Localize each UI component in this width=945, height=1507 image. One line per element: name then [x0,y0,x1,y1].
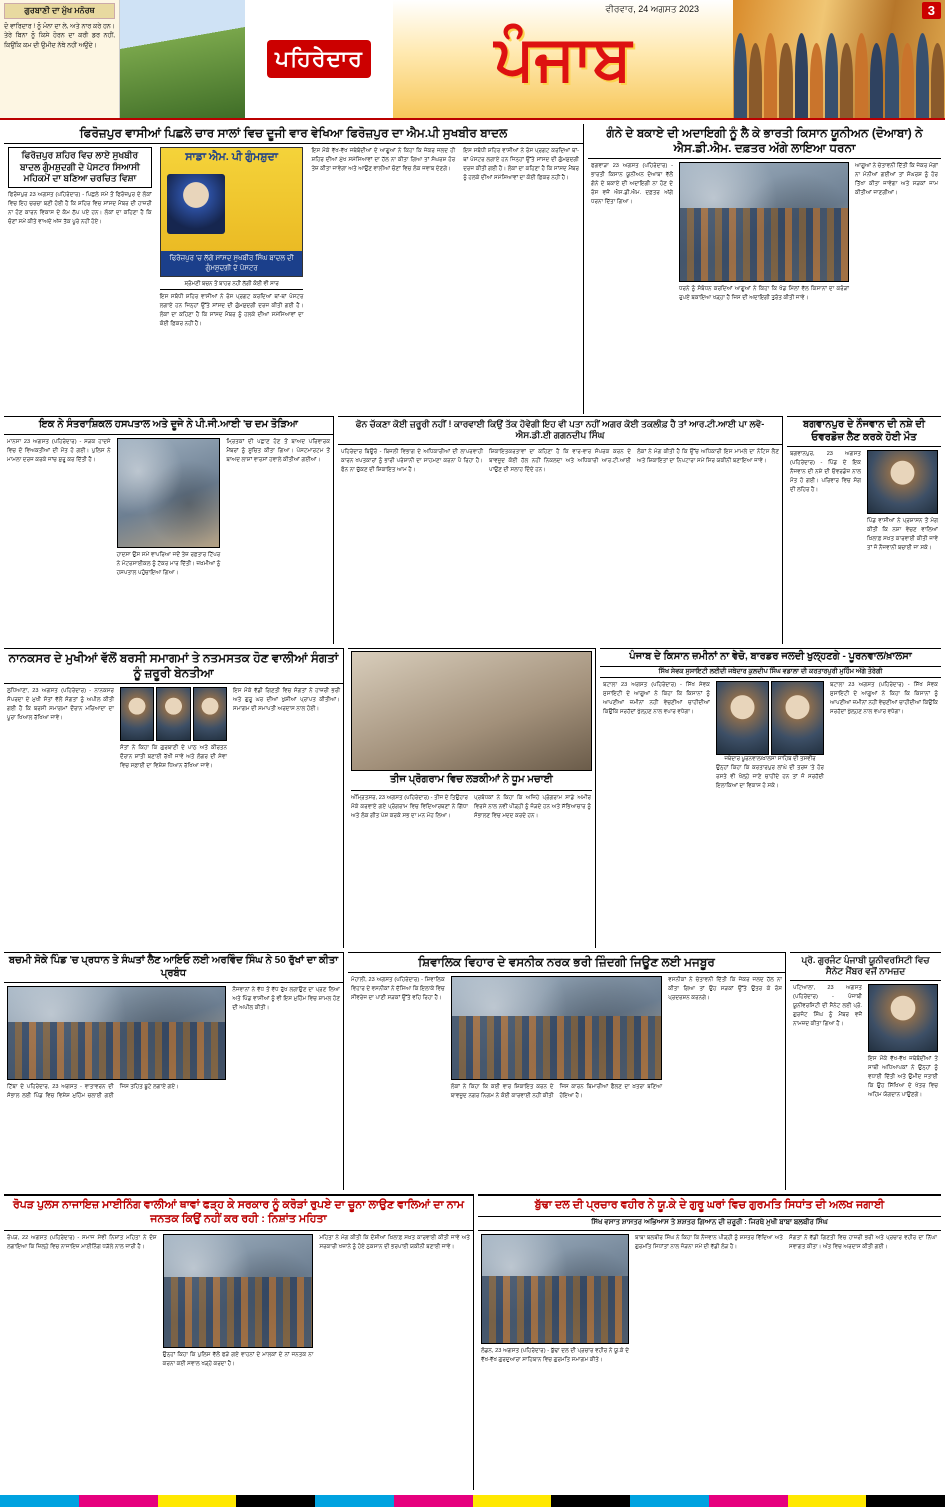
article-nankasar-col2: ਸੰਤਾਂ ਨੇ ਕਿਹਾ ਕਿ ਗੁਰਬਾਣੀ ਦੇ ਪਾਠ ਅਤੇ ਕੀਰਤਨ ਦੌਰਾਨ ਸ਼ਾਂਤੀ ਬਣਾਈ ਰੱਖੀ ਜਾਵੇ ਅਤੇ ਲੰਗਰ ਦੀ ਸੇਵਾ ਵਿਚ ਸਫ਼ਾਈ ਦਾ ਵਿਸ਼ੇਸ਼ ਧਿਆਨ ਰੱਖਿਆ ਜਾਵੇ। [120,745,227,770]
article-shivalik-col3: ਵਸਨੀਕਾਂ ਨੇ ਚੇਤਾਵਨੀ ਦਿੱਤੀ ਕਿ ਜੇਕਰ ਜਲਦ ਹੱਲ ਨਾ ਕੀਤਾ ਗਿਆ ਤਾਂ ਉਹ ਸੜਕਾਂ ਉੱਤੇ ਉਤਰ ਕੇ ਰੋਸ ਪ੍ਰਦਰਸ਼ਨ ਕਰਨਗੇ। [668,977,783,1002]
article-budha-dal-photo [481,1234,629,1344]
masthead-logo [245,0,393,118]
masthead-photo-right [733,0,945,118]
article-budha-dal-col1: ਲੰਡਨ, 23 ਅਗਸਤ (ਪਹਿਰੇਦਾਰ) - ਬੁੱਢਾ ਦਲ ਦੀ ਪ੍ਰਚਾਰ ਵਹੀਰ ਨੇ ਯੂ.ਕੇ ਦੇ ਵੱਖ-ਵੱਖ ਗੁਰਦੁਆਰਾ ਸਾਹਿਬਾਨ ਵਿਚ ਗੁਰਮਤਿ ਸਮਾਗਮ ਕੀਤੇ। [481,1347,629,1363]
article-kisan-zameen-col3: ਬਟਾਲਾ 23 ਅਗਸਤ (ਪਹਿਰੇਦਾਰ) - ਸਿੱਖ ਸੇਵਕ ਸੁਸਾਇਟੀ ਦੇ ਆਗੂਆਂ ਨੇ ਕਿਹਾ ਕਿ ਕਿਸਾਨਾਂ ਨੂੰ ਆਪਣੀਆਂ ਜ਼ਮੀਨਾਂ ਨਹੀਂ ਵੇਚਣੀਆਂ ਚਾਹੀਦੀਆਂ ਕਿਉਂਕਿ ਸਰਹੱਦਾਂ ਖੁੱਲ੍ਹਣ ਨਾਲ ਵਪਾਰ ਵਧੇਗਾ। [830,681,938,715]
article-budha-dal-col2: ਬਾਬਾ ਬਲਬੀਰ ਸਿੰਘ ਨੇ ਕਿਹਾ ਕਿ ਨੌਜਵਾਨ ਪੀੜ੍ਹੀ ਨੂੰ ਸ਼ਸਤਰ ਵਿੱਦਿਆ ਅਤੇ ਗੁਰਮਤਿ ਸਿਧਾਂਤਾਂ ਨਾਲ ਜੋੜਨਾ ਸਮੇਂ ਦੀ ਵੱਡੀ ਲੋੜ ਹੈ। [635,1234,783,1250]
article-firozpur [4,124,584,414]
article-kisan-zameen-portrait-2 [771,681,824,755]
article-kisan-union-headline: ਗੰਨੇ ਦੇ ਬਕਾਏ ਦੀ ਅਦਾਇਗੀ ਨੂੰ ਲੈ ਕੇ ਭਾਰਤੀ ਕਿਸਾਨ ਯੂਨੀਅਨ (ਦੋਆਬਾ) ਨੇ ਐਸ.ਡੀ.ਐਮ. ਦਫ਼ਤਰ ਅੱਗੇ ਲਾਇਆ ਧਰਨਾ [588,124,941,159]
article-bhagwanpur-photo [867,450,938,514]
article-teej-col2: ਪ੍ਰਬੰਧਕਾਂ ਨੇ ਕਿਹਾ ਕਿ ਅਜਿਹੇ ਪ੍ਰੋਗਰਾਮ ਸਾਡੇ ਅਮੀਰ ਵਿਰਸੇ ਨਾਲ ਨਵੀਂ ਪੀੜ੍ਹੀ ਨੂੰ ਜੋੜਦੇ ਹਨ ਅਤੇ ਸੱਭਿਆਚਾਰ ਨੂੰ ਸੰਭਾਲਣ ਵਿਚ ਮਦਦ ਕਰਦੇ ਹਨ। [474,794,591,819]
article-bhagwanpur [787,416,941,644]
article-mining-col3: ਮਹਿਤਾ ਨੇ ਮੰਗ ਕੀਤੀ ਕਿ ਦੋਸ਼ੀਆਂ ਖ਼ਿਲਾਫ਼ ਸਖ਼ਤ ਕਾਰਵਾਈ ਕੀਤੀ ਜਾਵੇ ਅਤੇ ਸਰਕਾਰੀ ਖਜ਼ਾਨੇ ਨੂੰ ਹੋਏ ਨੁਕਸਾਨ ਦੀ ਭਰਪਾਈ ਯਕੀਨੀ ਬਣਾਈ ਜਾਵੇ। [319,1234,471,1250]
article-teej-headline: ਤੀਜ ਪ੍ਰੋਗਰਾਮ ਵਿਚ ਲੜਕੀਆਂ ਨੇ ਧੂਮ ਮਚਾਈ [351,771,592,791]
article-firozpur-subhead: ਫਿਰੋਜ਼ਪੁਰ ਸ਼ਹਿਰ ਵਿਚ ਲਾਏ ਸੁਖਬੀਰ ਬਾਦਲ ਗੁੰਮਸ਼ੁਦਗੀ ਦੇ ਪੋਸਟਰ ਸਿਆਸੀ ਮਹਿਕਮੇਂ ਦਾ ਬਣਿਆ ਚਰਚਿਤ ਵਿਸ਼ਾ [8,147,152,188]
article-hospital [4,416,334,644]
article-nankasar-portrait-1 [120,687,154,741]
article-kisan-zameen-headline: ਪੰਜਾਬ ਦੇ ਕਿਸਾਨ ਜ਼ਮੀਨਾਂ ਨਾ ਵੇਚੋ, ਬਾਰਡਰ ਜਲਦੀ ਖੁਲ੍ਹਣਗੇ - ਪੂਰਨਵਾਲ/ਖ਼ਾਲਸਾ [629,651,912,662]
article-kisan-union [588,124,941,414]
article-ghazni-col1: ਟਿੱਬਾ ਦੇ ਪਹਿਰੇਦਾਰ, 23 ਅਗਸਤ - ਵਾਤਾਵਰਨ ਦੀ ਸੰਭਾਲ ਲਈ ਪਿੰਡ ਵਿਚ ਵਿਸ਼ੇਸ਼ ਮੁਹਿੰਮ ਚਲਾਈ ਗਈ ਜਿਸ ਤਹਿਤ ਬੂਟੇ ਲਗਾਏ ਗਏ। [7,1084,179,1100]
article-firozpur-caption: ਸ਼੍ਰੋਮਣੀ ਬਚਨ ਤੋਂ ਬਾਹਰ ਨਹੀਂ ਲੱਗੀ ਕੋਈ ਵੀ ਸਾਰ [160,280,304,290]
article-firozpur-col3: ਇਸ ਮੌਕੇ ਵੱਖ-ਵੱਖ ਜਥੇਬੰਦੀਆਂ ਦੇ ਆਗੂਆਂ ਨੇ ਕਿਹਾ ਕਿ ਜੇਕਰ ਜਲਦ ਹੀ ਸ਼ਹਿਰ ਦੀਆਂ ਮੁੱਖ ਸਮੱਸਿਆਵਾਂ ਦਾ ਹੱਲ ਨਾ ਕੀਤਾ ਗਿਆ ਤਾਂ ਸੰਘਰਸ਼ ਹੋਰ ਤੇਜ਼ ਕੀਤਾ ਜਾਵੇਗਾ ਅਤੇ ਆਉਣ ਵਾਲੀਆਂ ਚੋਣਾਂ ਵਿਚ ਲੋਕ ਜਵਾਬ ਦੇਣਗੇ। [311,148,456,173]
article-mining-headline: ਰੋਪੜ ਪੁਲਸ ਨਾਜਾਇਜ਼ ਮਾਈਨਿੰਗ ਵਾਲੀਆਂ ਥਾਵਾਂ ਫੜ੍ਹ ਕੇ ਸਰਕਾਰ ਨੂੰ ਕਰੋੜਾਂ ਰੁਪਏ ਦਾ ਚੂਨਾ ਲਾਉਣ ਵਾਲਿਆਂ ਦਾ ਨਾਮ ਜਨਤਕ ਕਿਉਂ ਨਹੀਂ ਕਰ ਰਹੀ : ਨਿਸ਼ਾਂਤ ਮਹਿਤਾ [4,1196,473,1231]
masthead [0,0,945,120]
masthead-editorial-box [0,0,120,118]
article-shivalik [348,952,786,1190]
page-title: ਪੰਜਾਬ [494,24,632,93]
masthead-title-area [393,0,733,118]
article-teej [348,648,596,948]
article-nankasar-portrait-2 [156,687,190,741]
article-ghazni-photo [7,986,226,1080]
page-number: 3 [922,2,941,19]
article-hospital-col1: ਮਾਨਸਾ 23 ਅਗਸਤ (ਪਹਿਰੇਦਾਰ) - ਸੜਕ ਹਾਦਸੇ ਵਿਚ ਦੋ ਵਿਅਕਤੀਆਂ ਦੀ ਮੌਤ ਹੋ ਗਈ। ਪੁਲਿਸ ਨੇ ਮਾਮਲਾ ਦਰਜ ਕਰਕੇ ਜਾਂਚ ਸ਼ੁਰੂ ਕਰ ਦਿੱਤੀ ਹੈ। [7,438,111,463]
article-shivalik-headline: ਸ਼ਿਵਾਲਿਕ ਵਿਹਾਰ ਦੇ ਵਸਨੀਕ ਨਰਕ ਭਰੀ ਜ਼ਿੰਦਗੀ ਜਿਊਣ ਲਈ ਮਜਬੂਰ [348,953,785,973]
print-color-bar [0,1495,945,1507]
article-budha-dal-headline: ਬੁੱਢਾ ਦਲ ਦੀ ਪ੍ਰਚਾਰ ਵਹੀਰ ਨੇ ਯੂ.ਕੇ ਦੇ ਗੁਰੂ ਘਰਾਂ ਵਿਚ ਗੁਰਮਤਿ ਸਿਧਾਂਤ ਦੀ ਅਲਖ ਜਗਾਈ [534,1199,885,1211]
article-phone-col2: ਸ਼ਿਕਾਇਤਕਰਤਾਵਾਂ ਦਾ ਕਹਿਣਾ ਹੈ ਕਿ ਵਾਰ-ਵਾਰ ਸੰਪਰਕ ਕਰਨ ਦੇ ਬਾਵਜੂਦ ਕੋਈ ਹੱਲ ਨਹੀਂ ਨਿਕਲਦਾ ਅਤੇ ਅਧਿਕਾਰੀ ਆਰ.ਟੀ.ਆਈ ਪਾਉਣ ਦੀ ਸਲਾਹ ਦਿੰਦੇ ਹਨ। [489,448,631,473]
masthead-photo-left [120,0,245,118]
article-ghazni-headline: ਬਚਮੀ ਸੋਕੇ ਪਿੰਡ 'ਚ ਪ੍ਰਧਾਨ ਤੇ ਸੰਘਤਾਂ ਲੈਣ ਆਇਓ ਲਈ ਅਰਵਿੰਦ ਸਿੰਘ ਨੇ 50 ਰੁੱਖਾਂ ਦਾ ਕੀਤਾ ਪ੍ਰਬੰਧ [4,953,343,983]
article-phone-col3: ਲੋਕਾਂ ਨੇ ਮੰਗ ਕੀਤੀ ਹੈ ਕਿ ਉੱਚ ਅਧਿਕਾਰੀ ਇਸ ਮਾਮਲੇ ਦਾ ਨੋਟਿਸ ਲੈਣ ਅਤੇ ਸ਼ਿਕਾਇਤਾਂ ਦਾ ਨਿਪਟਾਰਾ ਸਮੇਂ ਸਿਰ ਯਕੀਨੀ ਬਣਾਇਆ ਜਾਵੇ। [637,448,779,464]
article-kisan-zameen-portrait-1 [716,681,769,755]
article-professor-photo [868,984,938,1052]
article-kisan-union-col2: ਧਰਨੇ ਨੂੰ ਸੰਬੋਧਨ ਕਰਦਿਆਂ ਆਗੂਆਂ ਨੇ ਕਿਹਾ ਕਿ ਖੰਡ ਮਿੱਲਾਂ ਵੱਲ ਕਿਸਾਨਾਂ ਦਾ ਕਰੋੜਾਂ ਰੁਪਏ ਬਕਾਇਆ ਖੜ੍ਹਾ ਹੈ ਜਿਸ ਦੀ ਅਦਾਇਗੀ ਤੁਰੰਤ ਕੀਤੀ ਜਾਵੇ। [679,286,849,302]
article-nankasar-col3: ਇਸ ਮੌਕੇ ਵੱਡੀ ਗਿਣਤੀ ਵਿਚ ਸੰਗਤਾਂ ਨੇ ਹਾਜ਼ਰੀ ਭਰੀ ਅਤੇ ਗੁਰੂ ਘਰ ਦੀਆਂ ਖੁਸ਼ੀਆਂ ਪ੍ਰਾਪਤ ਕੀਤੀਆਂ। ਸਮਾਗਮ ਦੀ ਸਮਾਪਤੀ ਅਰਦਾਸ ਨਾਲ ਹੋਈ। [233,688,340,713]
article-firozpur-headline: ਫਿਰੋਜ਼ਪੁਰ ਵਾਸੀਆਂ ਪਿਛਲੇ ਚਾਰ ਸਾਲਾਂ ਵਿਚ ਦੂਜੀ ਵਾਰ ਵੇਖਿਆ ਫਿਰੋਜ਼ਪੁਰ ਦਾ ਐਮ.ਪੀ ਸੁਖਬੀਰ ਬਾਦਲ [4,124,583,144]
article-mining-col1: ਰੋਪੜ, 22 ਅਗਸਤ (ਪਹਿਰੇਦਾਰ) - ਸਮਾਜ ਸੇਵੀ ਨਿਸ਼ਾਂਤ ਮਹਿਤਾ ਨੇ ਦੋਸ਼ ਲਗਾਇਆ ਕਿ ਜ਼ਿਲ੍ਹੇ ਵਿਚ ਨਾਜਾਇਜ਼ ਮਾਈਨਿੰਗ ਧੜੱਲੇ ਨਾਲ ਜਾਰੀ ਹੈ। [7,1234,157,1250]
article-shivalik-col1: ਮੋਹਾਲੀ, 23 ਅਗਸਤ (ਪਹਿਰੇਦਾਰ) - ਸ਼ਿਵਾਲਿਕ ਵਿਹਾਰ ਦੇ ਵਸਨੀਕਾਂ ਨੇ ਦੱਸਿਆ ਕਿ ਇਲਾਕੇ ਵਿਚ ਸੀਵਰੇਜ ਦਾ ਪਾਣੀ ਸੜਕਾਂ ਉੱਤੇ ਵਹਿ ਰਿਹਾ ਹੈ। [351,977,445,1002]
article-kisan-zameen [600,648,941,948]
article-firozpur-col1: ਫਿਰੋਜ਼ਪੁਰ 23 ਅਗਸਤ (ਪਹਿਰੇਦਾਰ) - ਪਿਛਲੇ ਸਮੇਂ ਤੋਂ ਫਿਰੋਜ਼ਪੁਰ ਦੇ ਲੋਕਾਂ ਵਿਚ ਇਹ ਚਰਚਾ ਬਣੀ ਹੋਈ ਹੈ ਕਿ ਸ਼ਹਿਰ ਵਿਚ ਸਾਂਸਦ ਮੈਂਬਰ ਦੀ ਹਾਜ਼ਰੀ ਨਾ ਹੋਣ ਕਾਰਨ ਵਿਕਾਸ ਦੇ ਕੰਮ ਠੱਪ ਪਏ ਹਨ। ਲੋਕਾਂ ਦਾ ਕਹਿਣਾ ਹੈ ਕਿ ਚੋਣਾਂ ਸਮੇਂ ਕੀਤੇ ਵਾਅਦੇ ਅੱਜ ਤੱਕ ਪੂਰੇ ਨਹੀਂ ਹੋਏ। [8,192,152,226]
article-bhagwanpur-col2: ਪਿੰਡ ਵਾਸੀਆਂ ਨੇ ਪ੍ਰਸ਼ਾਸਨ ਤੋਂ ਮੰਗ ਕੀਤੀ ਕਿ ਨਸ਼ਾ ਵੇਚਣ ਵਾਲਿਆਂ ਖ਼ਿਲਾਫ਼ ਸਖ਼ਤ ਕਾਰਵਾਈ ਕੀਤੀ ਜਾਵੇ ਤਾਂ ਜੋ ਨੌਜਵਾਨੀ ਬਚਾਈ ਜਾ ਸਕੇ। [867,518,938,552]
article-ghazni-col2: ਨੌਜਵਾਨਾਂ ਨੇ ਵੱਧ ਤੋਂ ਵੱਧ ਰੁੱਖ ਲਗਾਉਣ ਦਾ ਪ੍ਰਣ ਲਿਆ ਅਤੇ ਪਿੰਡ ਵਾਸੀਆਂ ਨੂੰ ਵੀ ਇਸ ਮੁਹਿੰਮ ਵਿਚ ਸ਼ਾਮਲ ਹੋਣ ਦੀ ਅਪੀਲ ਕੀਤੀ। [232,987,340,1012]
article-bhagwanpur-headline: ਬਗਵਾਨਪੁਰ ਦੇ ਨੌਜਵਾਨ ਦੀ ਨਸ਼ੇ ਦੀ ਓਵਰਡੋਜ਼ ਲੈਣ ਕਰਕੇ ਹੋਈ ਮੌਤ [787,417,941,447]
article-mining-photo [163,1234,314,1348]
poster-title: ਸਾਡਾ ਐਮ. ਪੀ ਗੁੰਮਸ਼ੁਦਾ [185,151,278,163]
article-budha-dal-subhead: ਸਿੱਖ ਵਸਾਤ ਸ਼ਾਸਤਰ ਅਭਿਆਸ ਤੇ ਸ਼ਸ਼ਤਰ ਗਿਆਨ ਦੀ ਜ਼ਰੂਰੀ : ਜਿਰਥੇ ਮੁਖੀ ਬਾਬਾ ਬਲਬੀਰ ਸਿੰਘ [478,1216,941,1231]
editorial-title: ਗੁਰਬਾਣੀ ਦਾ ਮੁੱਖ ਮਨੋਰਥ [4,3,115,19]
article-professor-col1: ਪਟਿਆਲਾ, 23 ਅਗਸਤ (ਪਹਿਰੇਦਾਰ) - ਪੰਜਾਬੀ ਯੂਨੀਵਰਸਿਟੀ ਦੀ ਸੈਨੇਟ ਲਈ ਪ੍ਰੋ. ਗੁਰਜੰਟ ਸਿੰਘ ਨੂੰ ਮੈਂਬਰ ਵਜੋਂ ਨਾਮਜ਼ਦ ਕੀਤਾ ਗਿਆ ਹੈ। [793,984,862,1027]
article-teej-photo [351,651,592,771]
article-phone-headline: ਫੋਨ ਚੱਕਣਾ ਕੋਈ ਜ਼ਰੂਰੀ ਨਹੀਂ ! ਕਾਰਵਾਈ ਕਿਉਂ ਤੱਕ ਹੋਵੇਗੀ ਇਹ ਵੀ ਪਤਾ ਨਹੀਂ ਅਗਰ ਕੋਈ ਤਕਲੀਫ਼ ਹੈ ਤਾਂ ਆਰ.ਟੀ.ਆਈ ਪਾ ਲਵੋ-ਐਸ.ਡੀ.ਈ ਗਗਨਦੀਪ ਸਿੰਘ [338,417,782,445]
article-nankasar-col1: ਲੁਧਿਆਣਾ, 23 ਅਗਸਤ (ਪਹਿਰੇਦਾਰ) - ਨਾਨਕਸਰ ਸੰਪਰਦਾ ਦੇ ਮੁਖੀ ਸੰਤਾਂ ਵੱਲੋਂ ਸੰਗਤਾਂ ਨੂੰ ਅਪੀਲ ਕੀਤੀ ਗਈ ਹੈ ਕਿ ਬਰਸੀ ਸਮਾਗਮਾਂ ਦੌਰਾਨ ਮਰਿਆਦਾ ਦਾ ਪੂਰਾ ਖਿਆਲ ਰੱਖਿਆ ਜਾਵੇ। [7,688,114,722]
article-budha-dal-col3: ਸੰਗਤਾਂ ਨੇ ਵੱਡੀ ਗਿਣਤੀ ਵਿਚ ਹਾਜ਼ਰੀ ਭਰੀ ਅਤੇ ਪ੍ਰਚਾਰ ਵਹੀਰ ਦਾ ਨਿੱਘਾ ਸਵਾਗਤ ਕੀਤਾ। ਅੰਤ ਵਿਚ ਅਰਦਾਸ ਕੀਤੀ ਗਈ। [789,1234,937,1250]
article-kisan-union-photo [679,162,849,282]
article-mining [4,1194,474,1490]
article-professor-headline: ਪ੍ਰੋ. ਗੁਰਜੰਟ ਪੰਜਾਬੀ ਯੂਨੀਵਰਸਿਟੀ ਵਿਚ ਸੈਨੇਟ ਮੈਂਬਰ ਵਜੋਂ ਨਾਮਜ਼ਦ [790,953,941,981]
article-hospital-col3: ਮ੍ਰਿਤਕਾਂ ਦੀ ਪਛਾਣ ਹੋਣ ਤੋਂ ਬਾਅਦ ਪਰਿਵਾਰਕ ਮੈਂਬਰਾਂ ਨੂੰ ਸੂਚਿਤ ਕੀਤਾ ਗਿਆ। ਪੋਸਟਮਾਰਟਮ ਤੋਂ ਬਾਅਦ ਲਾਸ਼ਾਂ ਵਾਰਸਾਂ ਹਵਾਲੇ ਕੀਤੀਆਂ ਗਈਆਂ। [226,438,331,463]
article-kisan-zameen-col1: ਬਟਾਲਾ 23 ਅਗਸਤ (ਪਹਿਰੇਦਾਰ) - ਸਿੱਖ ਸੇਵਕ ਸੁਸਾਇਟੀ ਦੇ ਆਗੂਆਂ ਨੇ ਕਿਹਾ ਕਿ ਕਿਸਾਨਾਂ ਨੂੰ ਆਪਣੀਆਂ ਜ਼ਮੀਨਾਂ ਨਹੀਂ ਵੇਚਣੀਆਂ ਚਾਹੀਦੀਆਂ ਕਿਉਂਕਿ ਸਰਹੱਦਾਂ ਖੁੱਲ੍ਹਣ ਨਾਲ ਵਪਾਰ ਵਧੇਗਾ। [603,681,710,715]
article-hospital-photo [117,438,221,548]
article-nankasar [4,648,344,948]
article-kisan-zameen-caption: ਜਥੇਦਾਰ ਪੂਰਨਵਾਲ/ਖ਼ਾਲਸਾ ਸਾਹਿਬ ਦੀ ਤਸਵੀਰ [724,755,816,762]
poster-portrait [167,174,225,234]
article-hospital-headline: ਇਕ ਨੇ ਸੰਤਰਾਸ਼ਿਕਲ ਹਸਪਤਾਲ ਅਤੇ ਦੂਜੇ ਨੇ ਪੀ.ਜੀ.ਆਈ 'ਚ ਦਮ ਤੋੜਿਆ [4,417,333,435]
article-teej-col1: ਅੰਮ੍ਰਿਤਸਰ, 23 ਅਗਸਤ (ਪਹਿਰੇਦਾਰ) - ਤੀਜ ਦੇ ਤਿਉਹਾਰ ਮੌਕੇ ਕਰਵਾਏ ਗਏ ਪ੍ਰੋਗਰਾਮ ਵਿਚ ਵਿਦਿਆਰਥਣਾਂ ਨੇ ਗਿੱਧਾ ਅਤੇ ਲੋਕ ਗੀਤ ਪੇਸ਼ ਕਰਕੇ ਸਭ ਦਾ ਮਨ ਮੋਹ ਲਿਆ। [351,794,468,819]
article-nankasar-headline: ਨਾਨਕਸਰ ਦੇ ਮੁਖੀਆਂ ਵੱਲੋਂ ਬਰਸੀ ਸਮਾਗਮਾਂ ਤੇ ਨਤਮਸਤਕ ਹੋਣ ਵਾਲੀਆਂ ਸੰਗਤਾਂ ਨੂੰ ਜ਼ਰੂਰੀ ਬੇਨਤੀਆ [4,649,343,684]
article-firozpur-col4: ਇਸ ਸਬੰਧੀ ਸ਼ਹਿਰ ਵਾਸੀਆਂ ਨੇ ਰੋਸ ਪ੍ਰਗਟ ਕਰਦਿਆਂ ਥਾਂ-ਥਾਂ ਪੋਸਟਰ ਲਗਾਏ ਹਨ ਜਿਨ੍ਹਾਂ ਉੱਤੇ ਸਾਂਸਦ ਦੀ ਗੁੰਮਸ਼ੁਦਗੀ ਦਰਜ ਕੀਤੀ ਗਈ ਹੈ। ਲੋਕਾਂ ਦਾ ਕਹਿਣਾ ਹੈ ਕਿ ਸਾਂਸਦ ਮੈਂਬਰ ਨੂੰ ਹਲਕੇ ਦੀਆਂ ਸਮੱਸਿਆਵਾਂ ਦਾ ਕੋਈ ਫ਼ਿਕਰ ਨਹੀਂ ਹੈ। [463,148,579,182]
article-nankasar-portrait-3 [193,687,227,741]
article-kisan-union-col3: ਆਗੂਆਂ ਨੇ ਚੇਤਾਵਨੀ ਦਿੱਤੀ ਕਿ ਜੇਕਰ ਮੰਗਾਂ ਨਾ ਮੰਨੀਆਂ ਗਈਆਂ ਤਾਂ ਸੰਘਰਸ਼ ਨੂੰ ਹੋਰ ਤਿੱਖਾ ਕੀਤਾ ਜਾਵੇਗਾ ਅਤੇ ਸੜਕਾਂ ਜਾਮ ਕੀਤੀਆਂ ਜਾਣਗੀਆਂ। [855,163,939,197]
poster-caption: ਫਿਰੋਜ਼ਪੁਰ 'ਚ ਲੱਗੇ ਸਾਂਸਦ ਸੁਖਬੀਰ ਸਿੰਘ ਬਾਦਲ ਦੀ ਗੁੰਮਸ਼ੁਦਗੀ ਦੇ ਪੋਸਟਰ [161,251,303,276]
article-professor-col2: ਇਸ ਮੌਕੇ ਵੱਖ-ਵੱਖ ਜਥੇਬੰਦੀਆਂ ਤੇ ਸਾਥੀ ਅਧਿਆਪਕਾਂ ਨੇ ਉਨ੍ਹਾਂ ਨੂੰ ਵਧਾਈ ਦਿੱਤੀ ਅਤੇ ਉਮੀਦ ਜਤਾਈ ਕਿ ਉਹ ਸਿੱਖਿਆ ਦੇ ਖੇਤਰ ਵਿਚ ਅਹਿਮ ਯੋਗਦਾਨ ਪਾਉਣਗੇ। [868,1055,938,1098]
logo-text: ਪਹਿਰੇਦਾਰ [267,40,371,78]
article-firozpur-col2: ਇਸ ਸਬੰਧੀ ਸ਼ਹਿਰ ਵਾਸੀਆਂ ਨੇ ਰੋਸ ਪ੍ਰਗਟ ਕਰਦਿਆਂ ਥਾਂ-ਥਾਂ ਪੋਸਟਰ ਲਗਾਏ ਹਨ ਜਿਨ੍ਹਾਂ ਉੱਤੇ ਸਾਂਸਦ ਦੀ ਗੁੰਮਸ਼ੁਦਗੀ ਦਰਜ ਕੀਤੀ ਗਈ ਹੈ। ਲੋਕਾਂ ਦਾ ਕਹਿਣਾ ਹੈ ਕਿ ਸਾਂਸਦ ਮੈਂਬਰ ਨੂੰ ਹਲਕੇ ਦੀਆਂ ਸਮੱਸਿਆਵਾਂ ਦਾ ਕੋਈ ਫ਼ਿਕਰ ਨਹੀਂ ਹੈ। [159,294,304,328]
article-ghazni [4,952,344,1190]
article-bhagwanpur-col1: ਬਗਵਾਨਪੁਰ, 23 ਅਗਸਤ (ਪਹਿਰੇਦਾਰ) - ਪਿੰਡ ਦੇ ਇਕ ਨੌਜਵਾਨ ਦੀ ਨਸ਼ੇ ਦੀ ਓਵਰਡੋਜ਼ ਨਾਲ ਮੌਤ ਹੋ ਗਈ। ਪਰਿਵਾਰ ਵਿਚ ਸੋਗ ਦੀ ਲਹਿਰ ਹੈ। [790,451,861,494]
article-mining-col2: ਉਨ੍ਹਾਂ ਕਿਹਾ ਕਿ ਪੁਲਿਸ ਵੱਲੋਂ ਫੜੇ ਗਏ ਵਾਹਨਾਂ ਦੇ ਮਾਲਕਾਂ ਦੇ ਨਾਂ ਜਨਤਕ ਨਾ ਕਰਨਾ ਕਈ ਸਵਾਲ ਖੜ੍ਹੇ ਕਰਦਾ ਹੈ। [162,1351,314,1367]
article-professor [790,952,941,1190]
article-hospital-col2: ਹਾਦਸਾ ਉਸ ਸਮੇਂ ਵਾਪਰਿਆ ਜਦੋਂ ਤੇਜ਼ ਰਫ਼ਤਾਰ ਟਿੱਪਰ ਨੇ ਮੋਟਰਸਾਈਕਲ ਨੂੰ ਟੱਕਰ ਮਾਰ ਦਿੱਤੀ। ਜ਼ਖ਼ਮੀਆਂ ਨੂੰ ਹਸਪਤਾਲ ਪਹੁੰਚਾਇਆ ਗਿਆ। [116,551,221,576]
article-kisan-zameen-subhead: ਸਿੱਖ ਸੇਵਕ ਸੁਸਾਇਟੀ ਲਈਦੀ ਜਥੇਦਾਰ ਕੁਲਦੀਪ ਸਿੰਘ ਵਡਾਲਾ ਦੀ ਕਰਤਾਰਪੁਰੀ ਮੁਹਿੰਮ ਅੱਗੇ ਤੋਰੇਗੀ [600,666,941,678]
article-kisan-union-col1: ਫਗਵਾੜਾ 23 ਅਗਸਤ (ਪਹਿਰੇਦਾਰ) - ਭਾਰਤੀ ਕਿਸਾਨ ਯੂਨੀਅਨ ਦੋਆਬਾ ਵੱਲੋਂ ਗੰਨੇ ਦੇ ਬਕਾਏ ਦੀ ਅਦਾਇਗੀ ਨਾ ਹੋਣ ਦੇ ਰੋਸ ਵਜੋਂ ਐਸ.ਡੀ.ਐਮ. ਦਫ਼ਤਰ ਅੱਗੇ ਧਰਨਾ ਦਿੱਤਾ ਗਿਆ। [591,163,673,206]
article-shivalik-photo [451,976,663,1080]
article-phone-col1: ਪਹਿਰੇਦਾਰ ਬਿਊਰੋ - ਬਿਜਲੀ ਵਿਭਾਗ ਦੇ ਅਧਿਕਾਰੀਆਂ ਦੀ ਲਾਪਰਵਾਹੀ ਕਾਰਨ ਖਪਤਕਾਰਾਂ ਨੂੰ ਭਾਰੀ ਪਰੇਸ਼ਾਨੀ ਦਾ ਸਾਹਮਣਾ ਕਰਨਾ ਪੈ ਰਿਹਾ ਹੈ। ਫੋਨ ਨਾ ਚੁੱਕਣ ਦੀ ਸ਼ਿਕਾਇਤ ਆਮ ਹੈ। [341,448,483,473]
article-shivalik-col2: ਲੋਕਾਂ ਨੇ ਕਿਹਾ ਕਿ ਕਈ ਵਾਰ ਸ਼ਿਕਾਇਤ ਕਰਨ ਦੇ ਬਾਵਜੂਦ ਨਗਰ ਨਿਗਮ ਨੇ ਕੋਈ ਕਾਰਵਾਈ ਨਹੀਂ ਕੀਤੀ ਜਿਸ ਕਾਰਨ ਬਿਮਾਰੀਆਂ ਫੈਲਣ ਦਾ ਖ਼ਤਰਾ ਬਣਿਆ ਹੋਇਆ ਹੈ। [450,1084,663,1100]
publication-date: ਵੀਰਵਾਰ, 24 ਅਗਸਤ 2023 [605,4,699,14]
article-budha-dal [478,1194,941,1490]
editorial-text: ਦੋ ਵਾਰਿਦਾਰ ! ਨੂੰ ਮੰਨਾ ਦਾ ਲੇ, ਅਤੇ ਨਾਰ ਕਰੇ ਹਨ। ਤੇਰੇ ਬਿਨਾ ਨੂੰ ਕਿਸੇ ਹੋਰਨ ਦਾ ਕਰੀ ਡਰ ਨਹੀਂ, ਕਿਉਂਕਿ ਕਮ ਦੀ ਉਮੀਦ ਨੱਥੇ ਨਹੀਂ ਅਉਂਦੇ। [4,23,115,49]
article-firozpur-poster [160,147,304,277]
article-kisan-zameen-col2: ਉਨ੍ਹਾਂ ਕਿਹਾ ਕਿ ਕਰਤਾਰਪੁਰ ਲਾਂਘੇ ਦੀ ਤਰਜ਼ 'ਤੇ ਹੋਰ ਰਸਤੇ ਵੀ ਖੋਲ੍ਹੇ ਜਾਣੇ ਚਾਹੀਦੇ ਹਨ ਤਾਂ ਜੋ ਸਰਹੱਦੀ ਇਲਾਕਿਆਂ ਦਾ ਵਿਕਾਸ ਹੋ ਸਕੇ। [716,764,824,789]
article-phone [338,416,783,644]
